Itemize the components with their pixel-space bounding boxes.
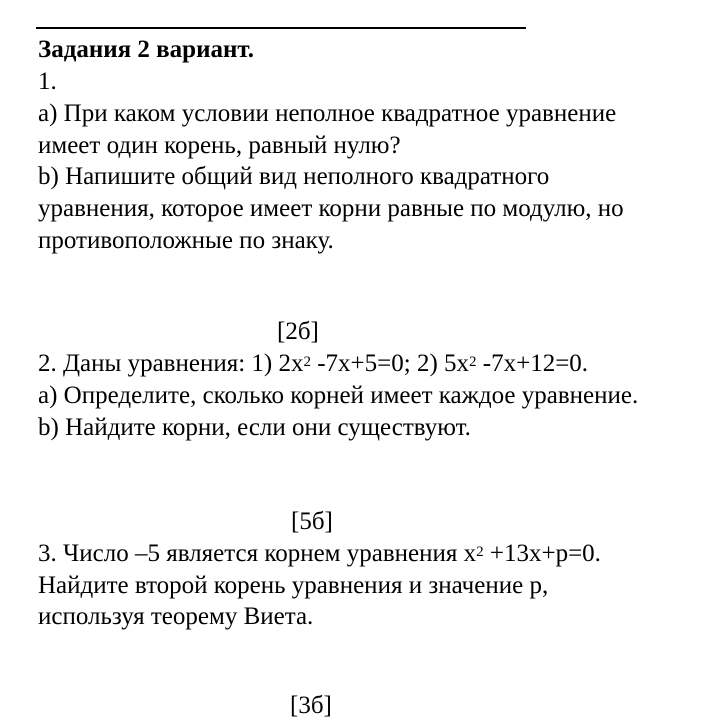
worksheet-title: Задания 2 вариант. — [38, 36, 255, 63]
task2-question-b: b) Найдите корни, если они существуют. — [38, 414, 471, 441]
task2-eq2-rest: -7x+12=0. — [476, 350, 589, 377]
task2-eq2-exponent: 2 — [469, 354, 477, 370]
task2-eq1-exponent: 2 — [303, 354, 311, 370]
task3-exponent: 2 — [476, 544, 484, 560]
task3-line1-start: 3. Число –5 является корнем уравнения x — [38, 540, 477, 567]
task3-line2: Найдите второй корень уравнения и значение p, — [38, 572, 549, 599]
task1-score: [2б] — [277, 318, 319, 345]
task3-line3: используя теорему Виета. — [38, 603, 314, 630]
task3-score-partial: [3б] — [290, 692, 332, 719]
task2-question-a: a) Определите, сколько корней имеет каждое уравнение. — [38, 382, 639, 409]
task1-number: 1. — [38, 68, 57, 95]
task2-intro-text: 2. Даны уравнения: 1) 2x — [38, 350, 304, 377]
task1-question-a-line2: имеет один корень, равный нулю? — [38, 132, 401, 159]
task1-question-b-line1: b) Напишите общий вид неполного квадратного — [38, 163, 550, 190]
top-horizontal-rule — [36, 27, 526, 29]
task1-question-a-line1: a) При каком условии неполное квадратное уравнение — [38, 100, 617, 127]
task2-equations-line — [38, 348, 588, 380]
task2-score: [5б] — [291, 508, 333, 535]
task3-line1-end: +13x+p=0. — [483, 540, 601, 567]
task1-question-b-line3: противоположные по знаку. — [38, 227, 334, 254]
task1-question-b-line2: уравнения, которое имеет корни равные по модулю, но — [38, 195, 624, 222]
task3-line1 — [38, 538, 601, 570]
task2-eq1-rest: -7x+5=0; 2) 5x — [310, 350, 470, 377]
